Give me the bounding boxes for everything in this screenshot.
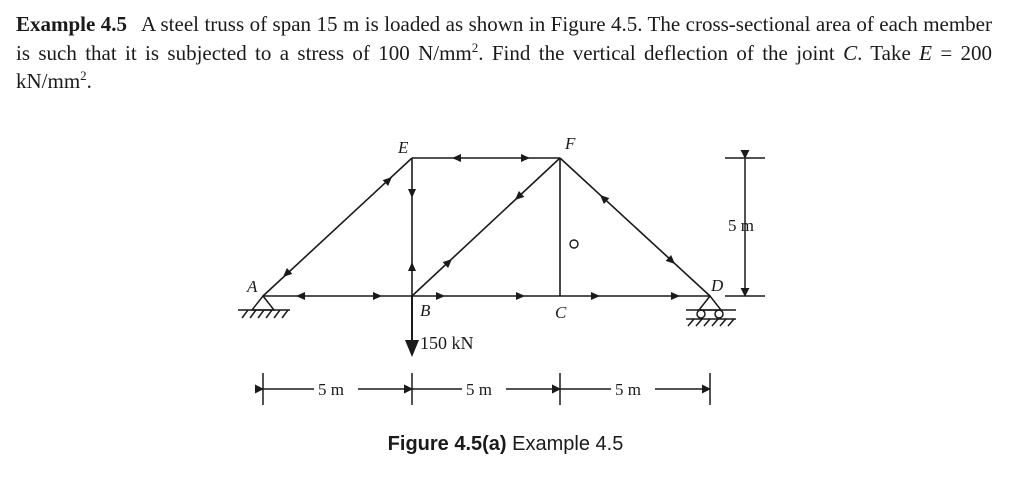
joint-label-A: A (247, 277, 258, 296)
example-label: Example 4.5 (16, 12, 128, 36)
problem-text-5: . (86, 69, 92, 93)
caption-figure-number: Figure 4.5(a) (387, 433, 507, 455)
load-label: 150 kN (420, 333, 474, 353)
arrow-EB-bottom (408, 262, 416, 271)
modulus-symbol: E (919, 40, 932, 65)
arrow-BC-right (516, 292, 525, 300)
joint-label-F: F (565, 134, 576, 153)
problem-text-1: A steel truss of span 15 m is loaded as shown in Figure 4.5. The cross-sectional area of each member is such that it is subjected to a stress of 100 N/mm (16, 12, 992, 65)
load-arrow (405, 296, 419, 357)
zero-force-marker (570, 240, 578, 248)
arrow-EB-top (408, 189, 416, 198)
span-label-AB: 5 m (318, 380, 344, 399)
caption-text: Example 4.5 (512, 433, 624, 455)
arrow-BC-left (436, 292, 445, 300)
member-force-arrows (280, 154, 680, 300)
problem-text-4: = 200 kN/mm (16, 40, 993, 93)
arrow-EF-right (521, 154, 530, 162)
height-label: 5 m (728, 216, 754, 235)
span-label-BC: 5 m (466, 380, 492, 399)
problem-text-3: . Take (857, 40, 920, 65)
member-FD (560, 158, 710, 296)
joint-label-D: D (711, 276, 724, 295)
arrow-EF-left (452, 154, 461, 162)
arrow-CD-right (671, 292, 680, 300)
pin-support-A (238, 296, 290, 318)
arrow-AB-right (373, 292, 382, 300)
superscript-2: 2 (80, 68, 87, 83)
roller-support-D (686, 296, 736, 326)
arrow-AB-left (296, 292, 305, 300)
superscript-1: 2 (471, 39, 479, 55)
joint-label-C: C (555, 303, 567, 322)
joint-name: C (843, 40, 858, 65)
arrow-CD-left (591, 292, 600, 300)
member-BF (412, 158, 560, 296)
problem-text-2: . Find the vertical deflection of the joint (478, 40, 844, 65)
span-label-CD: 5 m (615, 380, 641, 399)
figure-caption (0, 433, 1011, 456)
joint-label-E: E (398, 138, 409, 157)
joint-label-B: B (420, 301, 431, 320)
